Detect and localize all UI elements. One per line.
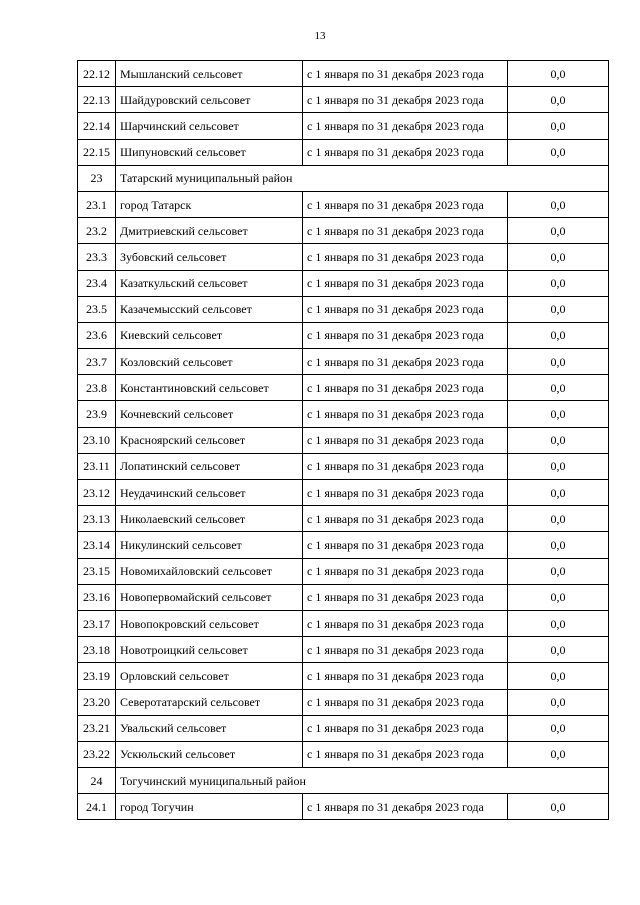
period: с 1 января по 31 декабря 2023 года bbox=[303, 270, 508, 296]
period: с 1 января по 31 декабря 2023 года bbox=[303, 480, 508, 506]
section-row bbox=[78, 165, 609, 191]
period: с 1 января по 31 декабря 2023 года bbox=[303, 87, 508, 113]
period: с 1 января по 31 декабря 2023 года bbox=[303, 191, 508, 217]
municipality-name: Новомихайловский сельсовет bbox=[116, 558, 303, 584]
period: с 1 января по 31 декабря 2023 года bbox=[303, 715, 508, 741]
row-number: 23.5 bbox=[78, 296, 116, 322]
table-row bbox=[78, 741, 609, 767]
rate-value: 0,0 bbox=[508, 480, 609, 506]
rate-value: 0,0 bbox=[508, 191, 609, 217]
period: с 1 января по 31 декабря 2023 года bbox=[303, 375, 508, 401]
municipality-name: Новопервомайский сельсовет bbox=[116, 584, 303, 610]
municipality-name: Новотроицкий сельсовет bbox=[116, 637, 303, 663]
table-row bbox=[78, 637, 609, 663]
municipality-name: Северотатарский сельсовет bbox=[116, 689, 303, 715]
row-number: 23.19 bbox=[78, 663, 116, 689]
rate-value: 0,0 bbox=[508, 741, 609, 767]
municipality-name: Мышланский сельсовет bbox=[116, 61, 303, 87]
municipality-name: Николаевский сельсовет bbox=[116, 506, 303, 532]
municipality-name: город Татарск bbox=[116, 191, 303, 217]
municipality-name: Шарчинский сельсовет bbox=[116, 113, 303, 139]
row-number: 23.21 bbox=[78, 715, 116, 741]
row-number: 22.13 bbox=[78, 87, 116, 113]
row-number: 23.10 bbox=[78, 427, 116, 453]
period: с 1 января по 31 декабря 2023 года bbox=[303, 61, 508, 87]
period: с 1 января по 31 декабря 2023 года bbox=[303, 558, 508, 584]
period: с 1 января по 31 декабря 2023 года bbox=[303, 139, 508, 165]
table-row bbox=[78, 794, 609, 820]
municipality-name: Киевский сельсовет bbox=[116, 322, 303, 348]
table-row bbox=[78, 375, 609, 401]
period: с 1 января по 31 декабря 2023 года bbox=[303, 689, 508, 715]
row-number: 23.15 bbox=[78, 558, 116, 584]
table-row bbox=[78, 191, 609, 217]
row-number: 23.3 bbox=[78, 244, 116, 270]
rate-value: 0,0 bbox=[508, 322, 609, 348]
municipality-name: Никулинский сельсовет bbox=[116, 532, 303, 558]
period: с 1 января по 31 декабря 2023 года bbox=[303, 113, 508, 139]
table-row bbox=[78, 663, 609, 689]
rate-value: 0,0 bbox=[508, 61, 609, 87]
municipality-name: Казачемысский сельсовет bbox=[116, 296, 303, 322]
period: с 1 января по 31 декабря 2023 года bbox=[303, 532, 508, 558]
rate-value: 0,0 bbox=[508, 558, 609, 584]
period: с 1 января по 31 декабря 2023 года bbox=[303, 610, 508, 636]
rate-value: 0,0 bbox=[508, 87, 609, 113]
row-number: 23.22 bbox=[78, 741, 116, 767]
rate-value: 0,0 bbox=[508, 794, 609, 820]
table-row bbox=[78, 532, 609, 558]
municipality-name: Лопатинский сельсовет bbox=[116, 453, 303, 479]
row-number: 23.1 bbox=[78, 191, 116, 217]
period: с 1 января по 31 декабря 2023 года bbox=[303, 401, 508, 427]
rate-value: 0,0 bbox=[508, 375, 609, 401]
table-row bbox=[78, 139, 609, 165]
table-row bbox=[78, 427, 609, 453]
row-number: 23.17 bbox=[78, 610, 116, 636]
municipality-name: Новопокровский сельсовет bbox=[116, 610, 303, 636]
period: с 1 января по 31 декабря 2023 года bbox=[303, 794, 508, 820]
table-row bbox=[78, 218, 609, 244]
table-row bbox=[78, 322, 609, 348]
table-row bbox=[78, 87, 609, 113]
municipality-name: Орловский сельсовет bbox=[116, 663, 303, 689]
row-number: 24 bbox=[78, 768, 116, 794]
period: с 1 января по 31 декабря 2023 года bbox=[303, 427, 508, 453]
row-number: 23.7 bbox=[78, 349, 116, 375]
tax-rates-table bbox=[77, 60, 609, 820]
municipality-name: город Тогучин bbox=[116, 794, 303, 820]
rate-value: 0,0 bbox=[508, 584, 609, 610]
municipality-name: Неудачинский сельсовет bbox=[116, 480, 303, 506]
period: с 1 января по 31 декабря 2023 года bbox=[303, 244, 508, 270]
rate-value: 0,0 bbox=[508, 270, 609, 296]
row-number: 23.16 bbox=[78, 584, 116, 610]
rate-value: 0,0 bbox=[508, 427, 609, 453]
period: с 1 января по 31 декабря 2023 года bbox=[303, 349, 508, 375]
row-number: 23 bbox=[78, 165, 116, 191]
rate-value: 0,0 bbox=[508, 610, 609, 636]
period: с 1 января по 31 декабря 2023 года bbox=[303, 741, 508, 767]
municipality-name: Дмитриевский сельсовет bbox=[116, 218, 303, 244]
row-number: 23.12 bbox=[78, 480, 116, 506]
rate-value: 0,0 bbox=[508, 715, 609, 741]
municipality-name: Зубовский сельсовет bbox=[116, 244, 303, 270]
rate-value: 0,0 bbox=[508, 349, 609, 375]
municipality-name: Кочневский сельсовет bbox=[116, 401, 303, 427]
row-number: 23.11 bbox=[78, 453, 116, 479]
rate-value: 0,0 bbox=[508, 453, 609, 479]
period: с 1 января по 31 декабря 2023 года bbox=[303, 637, 508, 663]
table-row bbox=[78, 61, 609, 87]
table-row bbox=[78, 506, 609, 532]
row-number: 23.13 bbox=[78, 506, 116, 532]
period: с 1 января по 31 декабря 2023 года bbox=[303, 663, 508, 689]
row-number: 23.9 bbox=[78, 401, 116, 427]
period: с 1 января по 31 декабря 2023 года bbox=[303, 584, 508, 610]
rate-value: 0,0 bbox=[508, 663, 609, 689]
rate-value: 0,0 bbox=[508, 244, 609, 270]
row-number: 24.1 bbox=[78, 794, 116, 820]
municipality-name: Увальский сельсовет bbox=[116, 715, 303, 741]
section-title: Татарский муниципальный район bbox=[116, 165, 609, 191]
table-row bbox=[78, 113, 609, 139]
period: с 1 января по 31 декабря 2023 года bbox=[303, 218, 508, 244]
row-number: 23.20 bbox=[78, 689, 116, 715]
row-number: 23.14 bbox=[78, 532, 116, 558]
table-row bbox=[78, 480, 609, 506]
table-row bbox=[78, 296, 609, 322]
row-number: 23.4 bbox=[78, 270, 116, 296]
period: с 1 января по 31 декабря 2023 года bbox=[303, 506, 508, 532]
municipality-name: Константиновский сельсовет bbox=[116, 375, 303, 401]
rate-value: 0,0 bbox=[508, 637, 609, 663]
row-number: 22.12 bbox=[78, 61, 116, 87]
table-row bbox=[78, 401, 609, 427]
rate-value: 0,0 bbox=[508, 296, 609, 322]
table-body bbox=[78, 61, 609, 820]
section-row bbox=[78, 768, 609, 794]
rate-value: 0,0 bbox=[508, 506, 609, 532]
section-title: Тогучинский муниципальный район bbox=[116, 768, 609, 794]
municipality-name: Шайдуровский сельсовет bbox=[116, 87, 303, 113]
table-row bbox=[78, 689, 609, 715]
municipality-name: Козловский сельсовет bbox=[116, 349, 303, 375]
municipality-name: Красноярский сельсовет bbox=[116, 427, 303, 453]
table-row bbox=[78, 715, 609, 741]
table-row bbox=[78, 349, 609, 375]
period: с 1 января по 31 декабря 2023 года bbox=[303, 453, 508, 479]
rate-value: 0,0 bbox=[508, 532, 609, 558]
table-row bbox=[78, 584, 609, 610]
rate-value: 0,0 bbox=[508, 218, 609, 244]
row-number: 22.15 bbox=[78, 139, 116, 165]
table-row bbox=[78, 558, 609, 584]
table-row bbox=[78, 270, 609, 296]
rate-value: 0,0 bbox=[508, 689, 609, 715]
table-row bbox=[78, 244, 609, 270]
rate-value: 0,0 bbox=[508, 139, 609, 165]
page-number: 13 bbox=[314, 30, 326, 42]
period: с 1 января по 31 декабря 2023 года bbox=[303, 296, 508, 322]
municipality-name: Казаткульский сельсовет bbox=[116, 270, 303, 296]
municipality-name: Шипуновский сельсовет bbox=[116, 139, 303, 165]
row-number: 23.2 bbox=[78, 218, 116, 244]
period: с 1 января по 31 декабря 2023 года bbox=[303, 322, 508, 348]
row-number: 23.18 bbox=[78, 637, 116, 663]
row-number: 23.6 bbox=[78, 322, 116, 348]
row-number: 22.14 bbox=[78, 113, 116, 139]
table-row bbox=[78, 453, 609, 479]
row-number: 23.8 bbox=[78, 375, 116, 401]
municipality-name: Ускюльский сельсовет bbox=[116, 741, 303, 767]
rate-value: 0,0 bbox=[508, 113, 609, 139]
rate-value: 0,0 bbox=[508, 401, 609, 427]
table-row bbox=[78, 610, 609, 636]
